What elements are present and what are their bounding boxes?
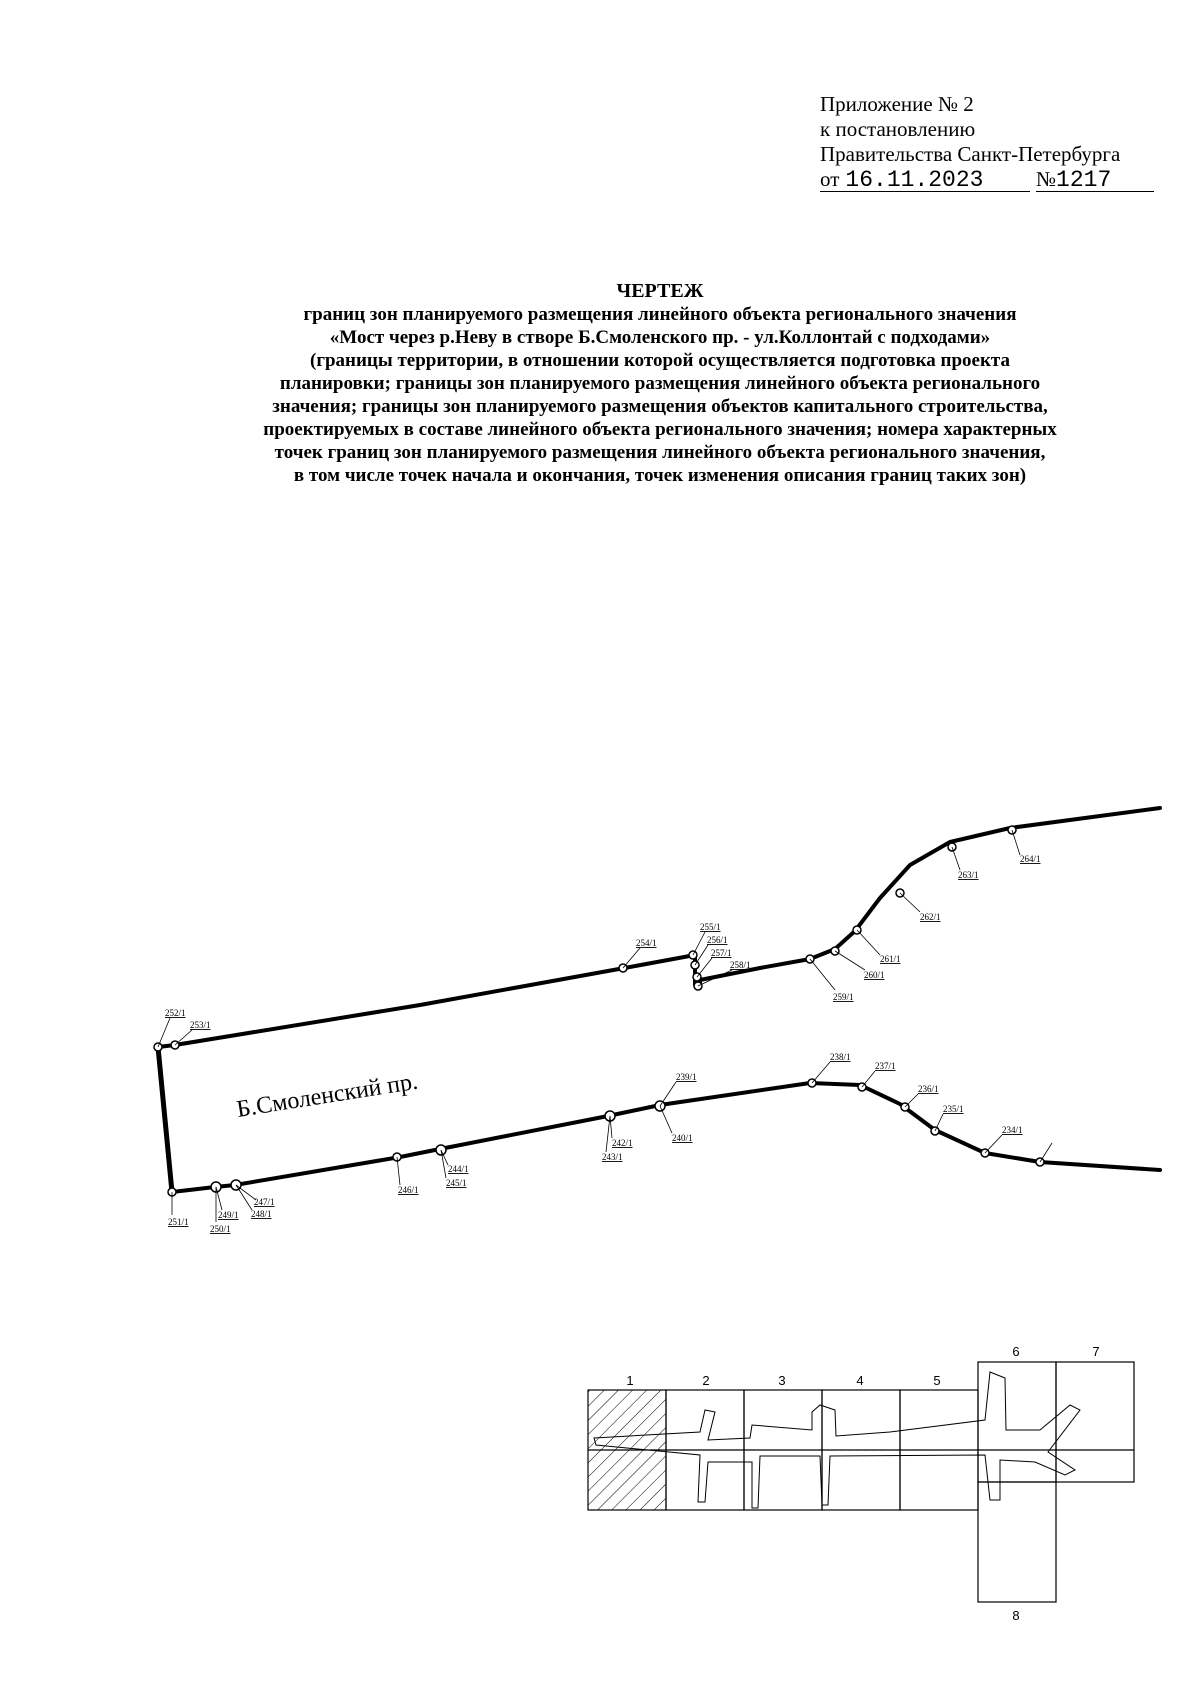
date-prefix: от [820, 167, 840, 191]
header-line-2: к постановлению [820, 117, 976, 141]
point-label: 259/1 [833, 992, 854, 1002]
sheet-numbers [626, 1344, 1099, 1623]
point-label: 252/1 [165, 1008, 186, 1018]
point-label: 242/1 [612, 1138, 633, 1148]
sheet-number: 7 [1092, 1344, 1100, 1359]
title-heading: ЧЕРТЕЖ [616, 280, 704, 302]
title-line-1: границ зон планируемого размещения линейного объекта регионального значения [303, 304, 1017, 325]
point-label: 254/1 [636, 938, 657, 948]
sheet-number: 5 [933, 1373, 941, 1388]
sheet-7-cell [1056, 1362, 1134, 1482]
point-label: 246/1 [398, 1185, 419, 1195]
sheet-number: 6 [1012, 1344, 1020, 1359]
title-line-3: (границы территории, в отношении которой осуществляется подготовка проекта [310, 350, 1010, 371]
point-label: 255/1 [700, 922, 721, 932]
title-line-8: в том числе точек начала и окончания, точек изменения описания границ таких зон) [293, 465, 1027, 486]
point-markers [154, 826, 1044, 1196]
point-label: 261/1 [880, 954, 901, 964]
title-line-4: планировки; границы зон планируемого размещения линейного объекта регионального [279, 373, 1041, 394]
point-labels [165, 854, 1073, 1234]
street-name: Б.Смоленский пр. [234, 1068, 420, 1123]
index-zone-outline [594, 1372, 1080, 1508]
header-line-1: Приложение № 2 [820, 92, 974, 116]
sheet-6-cell [978, 1362, 1056, 1482]
sheet-index-map [588, 1362, 1134, 1602]
point-label: 264/1 [1020, 854, 1041, 864]
point-label: 237/1 [875, 1061, 896, 1071]
point-label: 253/1 [190, 1020, 211, 1030]
point-label: 249/1 [218, 1210, 239, 1220]
point-label: 247/1 [254, 1197, 275, 1207]
sheet-number: 3 [778, 1373, 786, 1388]
decree-number: 1217 [1056, 167, 1112, 193]
number-prefix: № [1036, 167, 1057, 191]
sheet-number: 2 [702, 1373, 710, 1388]
title-line-2: «Мост через р.Неву в створе Б.Смоленского пр. - ул.Коллонтай с подходами» [329, 327, 991, 348]
point-label: 263/1 [958, 870, 979, 880]
point-label: 250/1 [210, 1224, 231, 1234]
point-label: 234/1 [1002, 1125, 1023, 1135]
point-label: 248/1 [251, 1209, 272, 1219]
point-label: 235/1 [943, 1104, 964, 1114]
point-label: 243/1 [602, 1152, 623, 1162]
point-label: 256/1 [707, 935, 728, 945]
point-label: 238/1 [830, 1052, 851, 1062]
point-label: 245/1 [446, 1178, 467, 1188]
point-label: 244/1 [448, 1164, 469, 1174]
sheet-number: 1 [626, 1373, 634, 1388]
title-line-6: проектируемых в составе линейного объекта регионального значения; номера характерных [263, 419, 1057, 440]
point-label: 251/1 [168, 1217, 189, 1227]
sheet-number: 4 [856, 1373, 864, 1388]
decree-date: 16.11.2023 [845, 167, 984, 193]
point-label: 257/1 [711, 948, 732, 958]
point-label: 262/1 [920, 912, 941, 922]
point-label: 258/1 [730, 960, 751, 970]
point-label: 260/1 [864, 970, 885, 980]
west-boundary-line [158, 1047, 172, 1192]
title-line-7: точек границ зон планируемого размещения линейного объекта регионального значения, [274, 442, 1046, 463]
header-line-3: Правительства Санкт-Петербурга [820, 142, 1121, 166]
sheet-number: 8 [1012, 1608, 1020, 1623]
point-label: 240/1 [672, 1133, 693, 1143]
title-line-5: значения; границы зон планируемого размещения объектов капитального строительства, [272, 396, 1048, 417]
upper-boundary-line [158, 808, 1160, 1047]
point-label: 236/1 [918, 1084, 939, 1094]
point-label: 239/1 [676, 1072, 697, 1082]
